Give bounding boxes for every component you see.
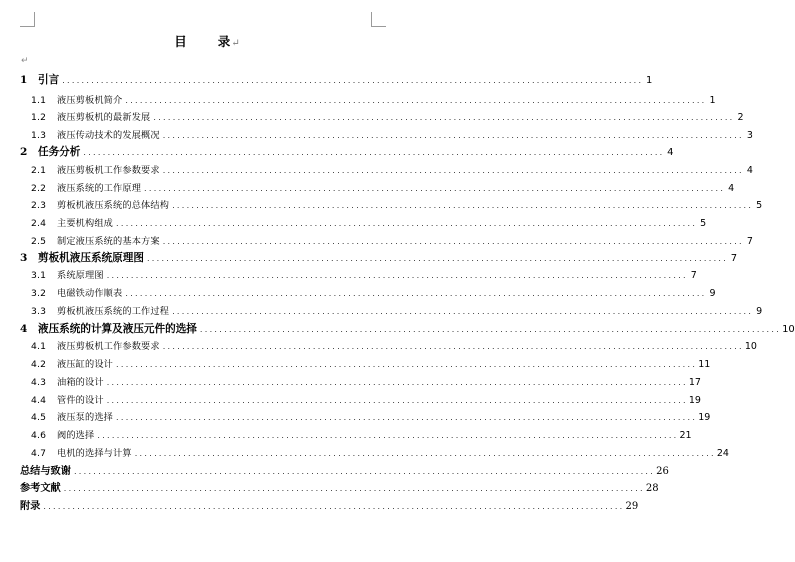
toc-entry-label (20, 462, 71, 477)
toc-page-number: 10 (744, 341, 757, 352)
toc-dot-leader: ........................................................................................................................ (43, 502, 625, 511)
page-title (0, 32, 415, 50)
toc-page-number: 10 (782, 324, 795, 335)
toc-entry-number: 3.3 (31, 306, 47, 317)
toc-page-number: 1 (709, 94, 716, 106)
toc-entry-section[interactable] (20, 92, 716, 106)
title-char-left: 目 (174, 34, 188, 49)
toc-dot-leader: ........................................................................................................................ (116, 219, 698, 228)
toc-entry-text: 电机的选择与计算 (57, 448, 132, 459)
toc-entry-label (20, 445, 132, 459)
toc-entry-label (20, 392, 104, 406)
toc-entry-text: 系统原理图 (57, 270, 104, 281)
toc-entry-number: 4.2 (31, 359, 47, 370)
toc-entry-section[interactable] (20, 162, 753, 176)
toc-entry-section[interactable] (20, 127, 753, 141)
toc-entry-text: 液压剪板机的最新发展 (57, 112, 151, 123)
toc-dot-leader: ........................................................................................................................ (116, 413, 698, 422)
page-corner-mark-top-left (20, 12, 35, 27)
toc-entry-number: 1.2 (31, 112, 47, 123)
toc-entry-text: 剪板机液压系统原理图 (38, 252, 144, 264)
toc-entry-number: 4.6 (31, 430, 47, 441)
toc-dot-leader: ........................................................................................................................ (162, 166, 744, 175)
toc-entry-label (20, 409, 113, 423)
toc-dot-leader: ........................................................................................................................ (116, 360, 698, 369)
toc-entry-label (20, 233, 160, 247)
toc-entry-label (20, 197, 169, 211)
toc-entry-label (20, 427, 94, 441)
toc-dot-leader: ........................................................................................................................ (106, 396, 688, 405)
toc-entry-label (20, 215, 113, 229)
toc-entry-label (20, 303, 169, 317)
toc-entry-number: 1.3 (31, 130, 47, 141)
toc-entry-text: 液压剪板机简介 (57, 94, 123, 106)
toc-dot-leader: ........................................................................................................................ (162, 237, 744, 246)
toc-page-number: 28 (645, 483, 659, 494)
toc-page-number: 29 (625, 501, 639, 512)
toc-page-number: 7 (730, 253, 738, 264)
page-corner-mark-top-right (371, 12, 386, 27)
toc-entry-section[interactable] (20, 303, 763, 317)
toc-entry-label (20, 479, 61, 494)
toc-dot-leader: ........................................................................................................................ (83, 148, 665, 157)
toc-page-number: 5 (756, 200, 763, 211)
toc-dot-leader: ........................................................................................................................ (146, 254, 729, 263)
toc-entry-text: 总结与致谢 (20, 465, 71, 477)
toc-entry-section[interactable] (20, 267, 697, 281)
toc-entry-text: 附录 (20, 500, 41, 512)
toc-dot-leader: ........................................................................................................................ (125, 289, 707, 298)
toc-entry-number: 2.4 (31, 218, 47, 229)
toc-page-number: 3 (746, 130, 753, 141)
toc-page-number: 7 (746, 236, 753, 247)
toc-entry-chapter[interactable] (20, 321, 795, 335)
toc-page-number: 19 (688, 395, 701, 406)
toc-entry-number: 4 (20, 323, 28, 335)
toc-entry-label (20, 250, 144, 265)
toc-entry-label (20, 497, 40, 512)
toc-entry-label (20, 180, 141, 194)
title-char-right: 录 (217, 34, 232, 49)
toc-entry-number: 4.3 (31, 377, 47, 388)
toc-entry-text: 液压剪板机工作参数要求 (57, 341, 160, 352)
toc-entry-text: 电磁铁动作顺表 (57, 288, 123, 299)
toc-entry-text: 液压系统的工作原理 (57, 183, 142, 194)
toc-dot-leader: ........................................................................................................................ (144, 184, 726, 193)
toc-page-number: 21 (679, 430, 692, 441)
toc-entry-number: 4.4 (31, 395, 47, 406)
toc-entry-text: 液压传动技术的发展概况 (57, 130, 160, 141)
toc-entry-chapter[interactable] (20, 144, 674, 158)
toc-entry-number: 1 (20, 74, 28, 86)
toc-entry-section[interactable] (20, 356, 711, 370)
toc-entry-label (20, 127, 160, 141)
toc-entry-text: 剪板机液压系统的工作过程 (57, 306, 170, 317)
toc-entry-label (20, 321, 197, 336)
toc-entry-text: 管件的设计 (57, 395, 104, 406)
toc-page-number: 9 (756, 306, 763, 317)
toc-entry-text: 剪板机液压系统的总体结构 (57, 200, 170, 211)
toc-entry-number: 4.1 (31, 341, 47, 352)
toc-dot-leader: ........................................................................................................................ (153, 113, 735, 122)
toc-entry-section[interactable] (20, 180, 735, 194)
toc-page-number: 4 (746, 165, 753, 176)
toc-dot-leader: ........................................................................................................................ (106, 271, 688, 280)
toc-entry-label (20, 92, 122, 106)
toc-entry-label (20, 338, 160, 352)
toc-entry-text: 液压剪板机工作参数要求 (57, 165, 160, 176)
toc-entry-label (20, 144, 80, 159)
toc-page-number: 7 (690, 270, 697, 281)
toc-entry-number: 3.1 (31, 270, 47, 281)
toc-dot-leader: ........................................................................................................................ (125, 95, 707, 105)
toc-entry-label (20, 356, 113, 370)
toc-dot-leader: ........................................................................................................................ (172, 201, 754, 210)
toc-entry-label (20, 267, 104, 281)
toc-page-number: 19 (698, 412, 711, 423)
toc-entry-section[interactable] (20, 215, 707, 229)
toc-entry-number: 2.5 (31, 236, 47, 247)
toc-entry-section[interactable] (20, 338, 757, 352)
toc-page-number: 9 (709, 288, 716, 299)
toc-entry-section[interactable] (20, 392, 701, 406)
toc-entry-text: 油箱的设计 (57, 377, 104, 388)
toc-page-number: 4 (667, 147, 674, 158)
toc-dot-leader: ........................................................................................................................ (62, 76, 644, 85)
toc-entry-label (20, 374, 104, 388)
toc-dot-leader: ........................................................................................................................ (63, 484, 645, 493)
toc-entry-label (20, 109, 150, 123)
toc-dot-leader: ........................................................................................................................ (162, 342, 744, 351)
toc-entry-text: 引言 (38, 74, 60, 86)
toc-entry-number: 2.1 (31, 165, 47, 176)
toc-entry-text: 任务分析 (38, 146, 81, 158)
toc-entry-label (20, 162, 160, 176)
toc-entry-section[interactable] (20, 427, 692, 441)
toc-page-number: 26 (656, 466, 669, 477)
toc-entry-chapter[interactable] (20, 479, 659, 494)
toc-entry-text: 主要机构组成 (57, 218, 114, 229)
toc-entry-section[interactable] (20, 285, 716, 299)
toc-dot-leader: ........................................................................................................................ (97, 431, 679, 440)
toc-entry-section[interactable] (20, 197, 763, 211)
toc-entry-text: 阀的选择 (57, 430, 95, 441)
toc-dot-leader: ........................................................................................................................ (134, 449, 716, 458)
toc-entry-section[interactable] (20, 374, 701, 388)
toc-entry-number: 2 (20, 146, 28, 158)
toc-page-number: 24 (716, 448, 729, 459)
toc-entry-text: 液压系统的计算及液压元件的选择 (38, 323, 197, 335)
toc-entry-section[interactable] (20, 445, 729, 459)
toc-entry-text: 液压泵的选择 (57, 412, 114, 423)
toc-dot-leader: ........................................................................................................................ (73, 467, 656, 476)
toc-entry-number: 4.7 (31, 448, 47, 459)
toc-entry-chapter[interactable] (20, 72, 653, 86)
toc-entry-chapter[interactable] (20, 250, 738, 264)
toc-entry-number: 2.2 (31, 183, 47, 194)
toc-dot-leader: ........................................................................................................................ (172, 307, 754, 316)
toc-entry-text: 制定液压系统的基本方案 (57, 236, 160, 247)
toc-entry-label (20, 285, 122, 299)
toc-dot-leader: ........................................................................................................................ (162, 131, 744, 140)
empty-paragraph-mark-icon: ↵ (21, 56, 29, 66)
toc-entry-number: 2.3 (31, 200, 47, 211)
toc-page-number: 1 (645, 75, 653, 86)
toc-entry-label (20, 72, 59, 87)
toc-dot-leader: ........................................................................................................................ (199, 325, 782, 334)
toc-entry-chapter[interactable] (20, 462, 669, 477)
toc-entry-text: 参考文献 (20, 482, 61, 494)
toc-entry-chapter[interactable] (20, 497, 639, 512)
toc-dot-leader: ........................................................................................................................ (106, 378, 688, 387)
toc-entry-section[interactable] (20, 233, 753, 247)
toc-entry-number: 3.2 (31, 288, 47, 299)
toc-entry-number: 1.1 (31, 94, 47, 106)
toc-page-number: 17 (688, 377, 701, 388)
toc-entry-number: 4.5 (31, 412, 47, 423)
toc-entry-text: 液压缸的设计 (57, 359, 114, 370)
toc-entry-number: 3 (20, 252, 28, 264)
toc-entry-section[interactable] (20, 409, 711, 423)
toc-page-number: 4 (728, 183, 735, 194)
toc-page-number: 2 (737, 112, 744, 123)
toc-entry-section[interactable] (20, 109, 744, 123)
toc-page-number: 5 (700, 218, 707, 229)
paragraph-mark-icon: ↵ (231, 38, 241, 49)
toc-page-number: 11 (698, 359, 711, 370)
